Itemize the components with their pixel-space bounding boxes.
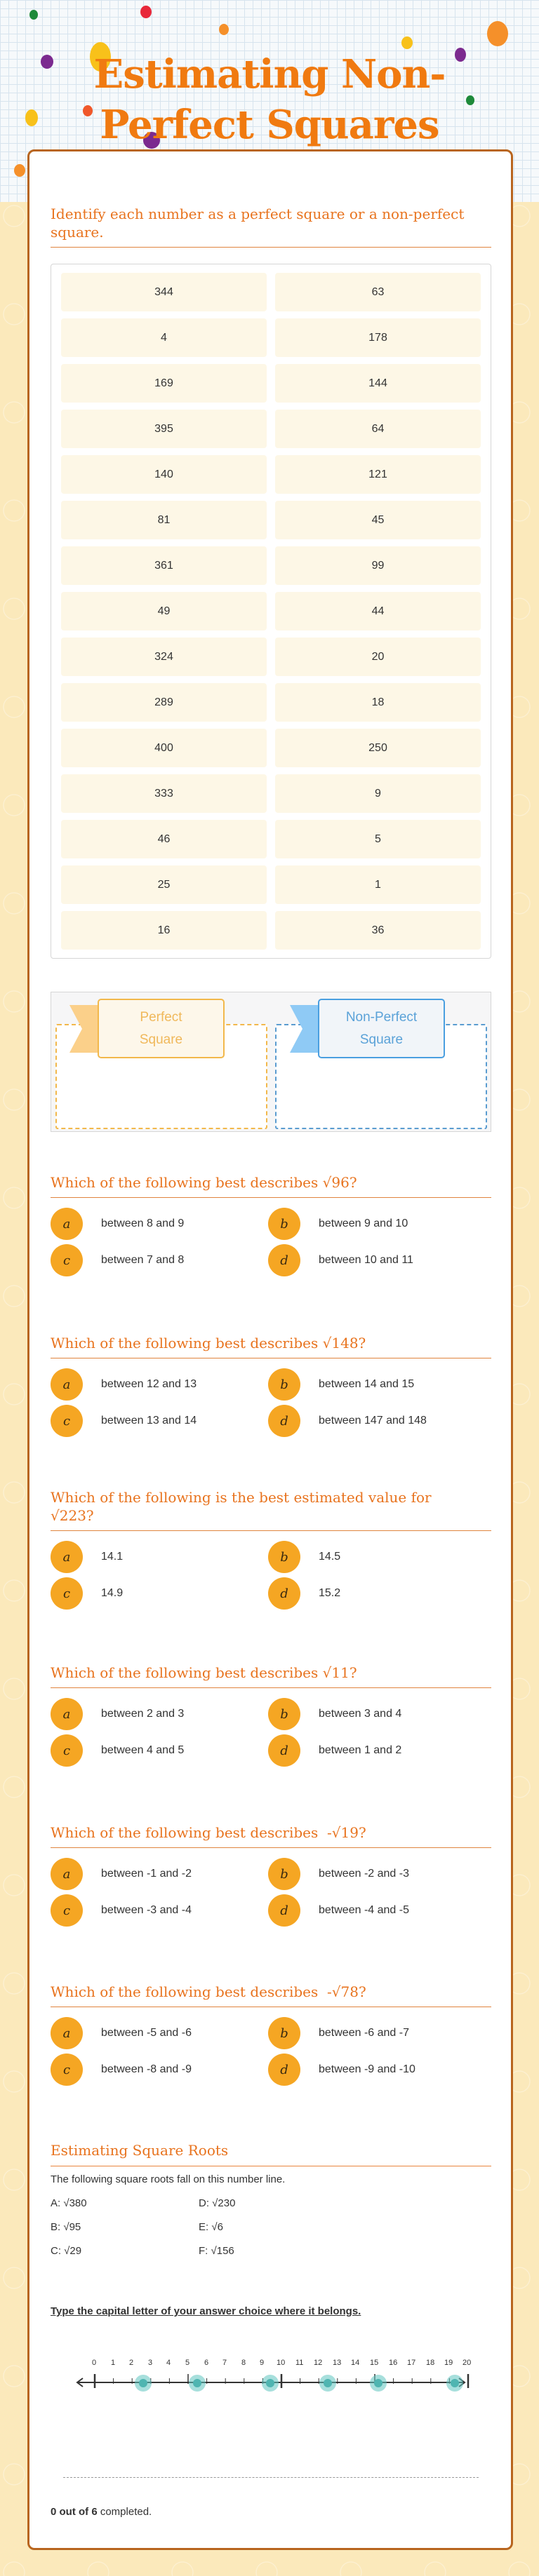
tile-row: [61, 273, 481, 311]
letter-b-bubble[interactable]: b: [268, 1858, 300, 1890]
number-tile[interactable]: 64: [275, 410, 481, 448]
option-text: 14.1: [101, 1551, 124, 1563]
number-tile[interactable]: 121: [275, 455, 481, 494]
tick-label: 0: [92, 2359, 97, 2367]
number-tile[interactable]: 25: [61, 865, 267, 904]
completed-suffix: completed.: [97, 2506, 152, 2518]
option-a[interactable]: [51, 1541, 268, 1573]
option-text: between 3 and 4: [319, 1708, 402, 1720]
tick-label: 15: [370, 2359, 379, 2367]
root-item: B: √95: [51, 2221, 81, 2233]
option-b[interactable]: [268, 1541, 486, 1573]
number-tile[interactable]: 44: [275, 592, 481, 630]
letter-a-bubble[interactable]: a: [51, 2017, 83, 2049]
option-d[interactable]: [268, 1734, 486, 1767]
tick-label: 1: [111, 2359, 116, 2367]
letter-c-bubble[interactable]: c: [51, 1577, 83, 1610]
option-c[interactable]: [51, 1734, 268, 1767]
answer-slot-1[interactable]: [135, 2375, 152, 2392]
number-tile[interactable]: 178: [275, 318, 481, 357]
tile-row: [61, 592, 481, 630]
answer-slot-5[interactable]: [370, 2375, 387, 2392]
letter-d-bubble[interactable]: d: [268, 1405, 300, 1437]
tile-row: [61, 774, 481, 813]
footer-divider: [63, 2477, 479, 2478]
root-item: C: √29: [51, 2245, 82, 2257]
answer-slot-4[interactable]: [319, 2375, 336, 2392]
tick-label: 12: [314, 2359, 323, 2367]
letter-a-bubble[interactable]: a: [51, 1368, 83, 1401]
option-d[interactable]: [268, 1894, 486, 1927]
completed-count: 0 out of 6: [51, 2506, 98, 2518]
question-2: [51, 1334, 491, 1437]
number-tile[interactable]: 344: [61, 273, 267, 311]
number-tile[interactable]: 5: [275, 820, 481, 858]
number-tile[interactable]: 144: [275, 364, 481, 403]
tick-label: 7: [222, 2359, 227, 2367]
option-c[interactable]: [51, 2054, 268, 2086]
number-tile[interactable]: 18: [275, 683, 481, 722]
number-tile[interactable]: 140: [61, 455, 267, 494]
answer-slot-3[interactable]: [262, 2375, 279, 2392]
option-c[interactable]: [51, 1405, 268, 1437]
number-tile[interactable]: 289: [61, 683, 267, 722]
option-d[interactable]: [268, 1244, 486, 1276]
letter-a-bubble[interactable]: a: [51, 1698, 83, 1730]
number-tile[interactable]: 99: [275, 546, 481, 585]
number-tile[interactable]: 395: [61, 410, 267, 448]
sorting-buckets: [51, 992, 491, 1132]
letter-b-bubble[interactable]: b: [268, 2017, 300, 2049]
option-text: 15.2: [319, 1587, 341, 1599]
letter-d-bubble[interactable]: d: [268, 1244, 300, 1276]
tick-label: 17: [407, 2359, 416, 2367]
question-6: [51, 1983, 491, 2086]
option-text: between -2 and -3: [319, 1868, 409, 1880]
question-prompt: Which of the following best describes -√19?: [51, 1823, 491, 1848]
tick-label: 2: [129, 2359, 134, 2367]
question-prompt: Which of the following best describes √148?: [51, 1334, 491, 1358]
question-3: [51, 1488, 491, 1610]
tick-label: 16: [389, 2359, 398, 2367]
paint-splat-icon: [401, 36, 413, 49]
option-d[interactable]: [268, 2054, 486, 2086]
perfect-square-label: Perfect Square: [98, 999, 225, 1058]
tile-row: [61, 729, 481, 767]
tile-row: [61, 455, 481, 494]
letter-b-bubble[interactable]: b: [268, 1208, 300, 1240]
number-line: [72, 2343, 472, 2399]
number-tile[interactable]: 333: [61, 774, 267, 813]
tick-label: 5: [185, 2359, 190, 2367]
number-tile[interactable]: 4: [61, 318, 267, 357]
letter-a-bubble[interactable]: a: [51, 1541, 83, 1573]
paint-splat-icon: [29, 10, 38, 20]
paint-splat-icon: [140, 6, 152, 18]
letter-a-bubble[interactable]: a: [51, 1208, 83, 1240]
number-tile[interactable]: 250: [275, 729, 481, 767]
option-text: between -3 and -4: [101, 1904, 192, 1916]
option-d[interactable]: [268, 1577, 486, 1610]
tick-label: 13: [333, 2359, 342, 2367]
completion-status: [51, 2506, 152, 2518]
number-tile[interactable]: 169: [61, 364, 267, 403]
letter-d-bubble[interactable]: d: [268, 2054, 300, 2086]
page-title: [0, 49, 539, 150]
tile-row: [61, 318, 481, 357]
option-text: 14.5: [319, 1551, 341, 1563]
option-a[interactable]: [51, 1858, 268, 1890]
tick-label: 14: [351, 2359, 360, 2367]
option-a[interactable]: [51, 1698, 268, 1730]
question-5: [51, 1823, 491, 1927]
tile-row: [61, 683, 481, 722]
option-b[interactable]: [268, 2017, 486, 2049]
question-prompt: Which of the following is the best estimated value for √223?: [51, 1488, 491, 1531]
letter-c-bubble[interactable]: c: [51, 1734, 83, 1767]
number-line-instruction: Type the capital letter of your answer choice where it belongs.: [51, 2305, 361, 2317]
letter-c-bubble[interactable]: c: [51, 1244, 83, 1276]
tile-row: [61, 546, 481, 585]
paint-splat-icon: [14, 164, 25, 177]
option-text: between -1 and -2: [101, 1868, 192, 1880]
tick-label: 20: [463, 2359, 472, 2367]
root-item: E: √6: [199, 2221, 223, 2233]
paint-splat-icon: [219, 24, 229, 35]
tile-row: [61, 638, 481, 676]
number-tile[interactable]: 45: [275, 501, 481, 539]
answer-slot-2[interactable]: [189, 2375, 206, 2392]
tick-label: 18: [426, 2359, 435, 2367]
estimating-intro: The following square roots fall on this number line.: [51, 2173, 286, 2185]
option-d[interactable]: [268, 1405, 486, 1437]
number-tile[interactable]: 9: [275, 774, 481, 813]
option-text: between 14 and 15: [319, 1378, 415, 1390]
option-b[interactable]: [268, 1698, 486, 1730]
letter-b-bubble[interactable]: b: [268, 1368, 300, 1401]
letter-b-bubble[interactable]: b: [268, 1541, 300, 1573]
sort-prompt: Identify each number as a perfect square or a non-perfect square.: [51, 205, 491, 248]
question-prompt: Which of the following best describes √11?: [51, 1664, 491, 1688]
tick-label: 8: [241, 2359, 246, 2367]
tick-label: 19: [444, 2359, 453, 2367]
option-text: between 4 and 5: [101, 1744, 185, 1756]
paint-splat-icon: [487, 21, 508, 46]
tick-label: 10: [277, 2359, 286, 2367]
option-text: between 147 and 148: [319, 1415, 427, 1427]
option-text: between -5 and -6: [101, 2027, 192, 2039]
root-item: D: √230: [199, 2197, 236, 2209]
question-4: [51, 1664, 491, 1767]
tick-labels: [72, 2359, 472, 2370]
number-tile[interactable]: 324: [61, 638, 267, 676]
option-text: between 8 and 9: [101, 1218, 185, 1229]
question-prompt: Which of the following best describes √96?: [51, 1173, 491, 1198]
tile-row: [61, 410, 481, 448]
number-tile[interactable]: 1: [275, 865, 481, 904]
option-b[interactable]: [268, 1368, 486, 1401]
number-tile[interactable]: 49: [61, 592, 267, 630]
roots-list: [51, 2197, 401, 2257]
question-prompt: Which of the following best describes -√78?: [51, 1983, 491, 2007]
worksheet-card: [27, 149, 513, 2550]
option-b[interactable]: [268, 1858, 486, 1890]
number-tile[interactable]: 16: [61, 911, 267, 950]
option-text: between 12 and 13: [101, 1378, 197, 1390]
title-line-2: Perfect Squares: [100, 102, 439, 148]
number-tile[interactable]: 63: [275, 273, 481, 311]
option-c[interactable]: [51, 1894, 268, 1927]
option-text: between 10 and 11: [319, 1254, 413, 1266]
tile-row: [61, 364, 481, 403]
tick-label: 9: [260, 2359, 265, 2367]
title-line-1: Estimating Non-: [93, 51, 446, 97]
letter-c-bubble[interactable]: c: [51, 1405, 83, 1437]
tick-label: 4: [166, 2359, 171, 2367]
letter-c-bubble[interactable]: c: [51, 1894, 83, 1927]
option-text: between 9 and 10: [319, 1218, 408, 1229]
number-tile[interactable]: 361: [61, 546, 267, 585]
tick-label: 11: [295, 2359, 304, 2367]
option-text: between -9 and -10: [319, 2063, 415, 2075]
letter-b-bubble[interactable]: b: [268, 1698, 300, 1730]
letter-d-bubble[interactable]: d: [268, 1734, 300, 1767]
tile-row: [61, 820, 481, 858]
option-text: between 13 and 14: [101, 1415, 197, 1427]
question-1: [51, 1173, 491, 1276]
number-tile[interactable]: 400: [61, 729, 267, 767]
letter-c-bubble[interactable]: c: [51, 2054, 83, 2086]
option-text: 14.9: [101, 1587, 124, 1599]
letter-d-bubble[interactable]: d: [268, 1577, 300, 1610]
option-text: between -8 and -9: [101, 2063, 192, 2075]
option-b[interactable]: [268, 1208, 486, 1240]
option-text: between 1 and 2: [319, 1744, 402, 1756]
estimating-title: Estimating Square Roots: [51, 2142, 491, 2166]
option-text: between -4 and -5: [319, 1904, 409, 1916]
letter-d-bubble[interactable]: d: [268, 1894, 300, 1927]
option-c[interactable]: [51, 1244, 268, 1276]
option-text: between 7 and 8: [101, 1254, 185, 1266]
root-item: A: √380: [51, 2197, 87, 2209]
tile-row: [61, 501, 481, 539]
number-tile[interactable]: 36: [275, 911, 481, 950]
number-tile[interactable]: 46: [61, 820, 267, 858]
option-a[interactable]: [51, 1208, 268, 1240]
option-a[interactable]: [51, 2017, 268, 2049]
number-tile[interactable]: 81: [61, 501, 267, 539]
tile-row: [61, 911, 481, 950]
tile-row: [61, 865, 481, 904]
answer-slot-6[interactable]: [446, 2375, 463, 2392]
letter-a-bubble[interactable]: a: [51, 1858, 83, 1890]
option-text: between 2 and 3: [101, 1708, 185, 1720]
option-text: between -6 and -7: [319, 2027, 409, 2039]
tick-label: 3: [148, 2359, 153, 2367]
option-a[interactable]: [51, 1368, 268, 1401]
root-item: F: √156: [199, 2245, 234, 2257]
number-tiles-table: [51, 264, 491, 959]
tick-label: 6: [204, 2359, 209, 2367]
non-perfect-square-label: Non-Perfect Square: [318, 999, 445, 1058]
number-tile[interactable]: 20: [275, 638, 481, 676]
option-c[interactable]: [51, 1577, 268, 1610]
